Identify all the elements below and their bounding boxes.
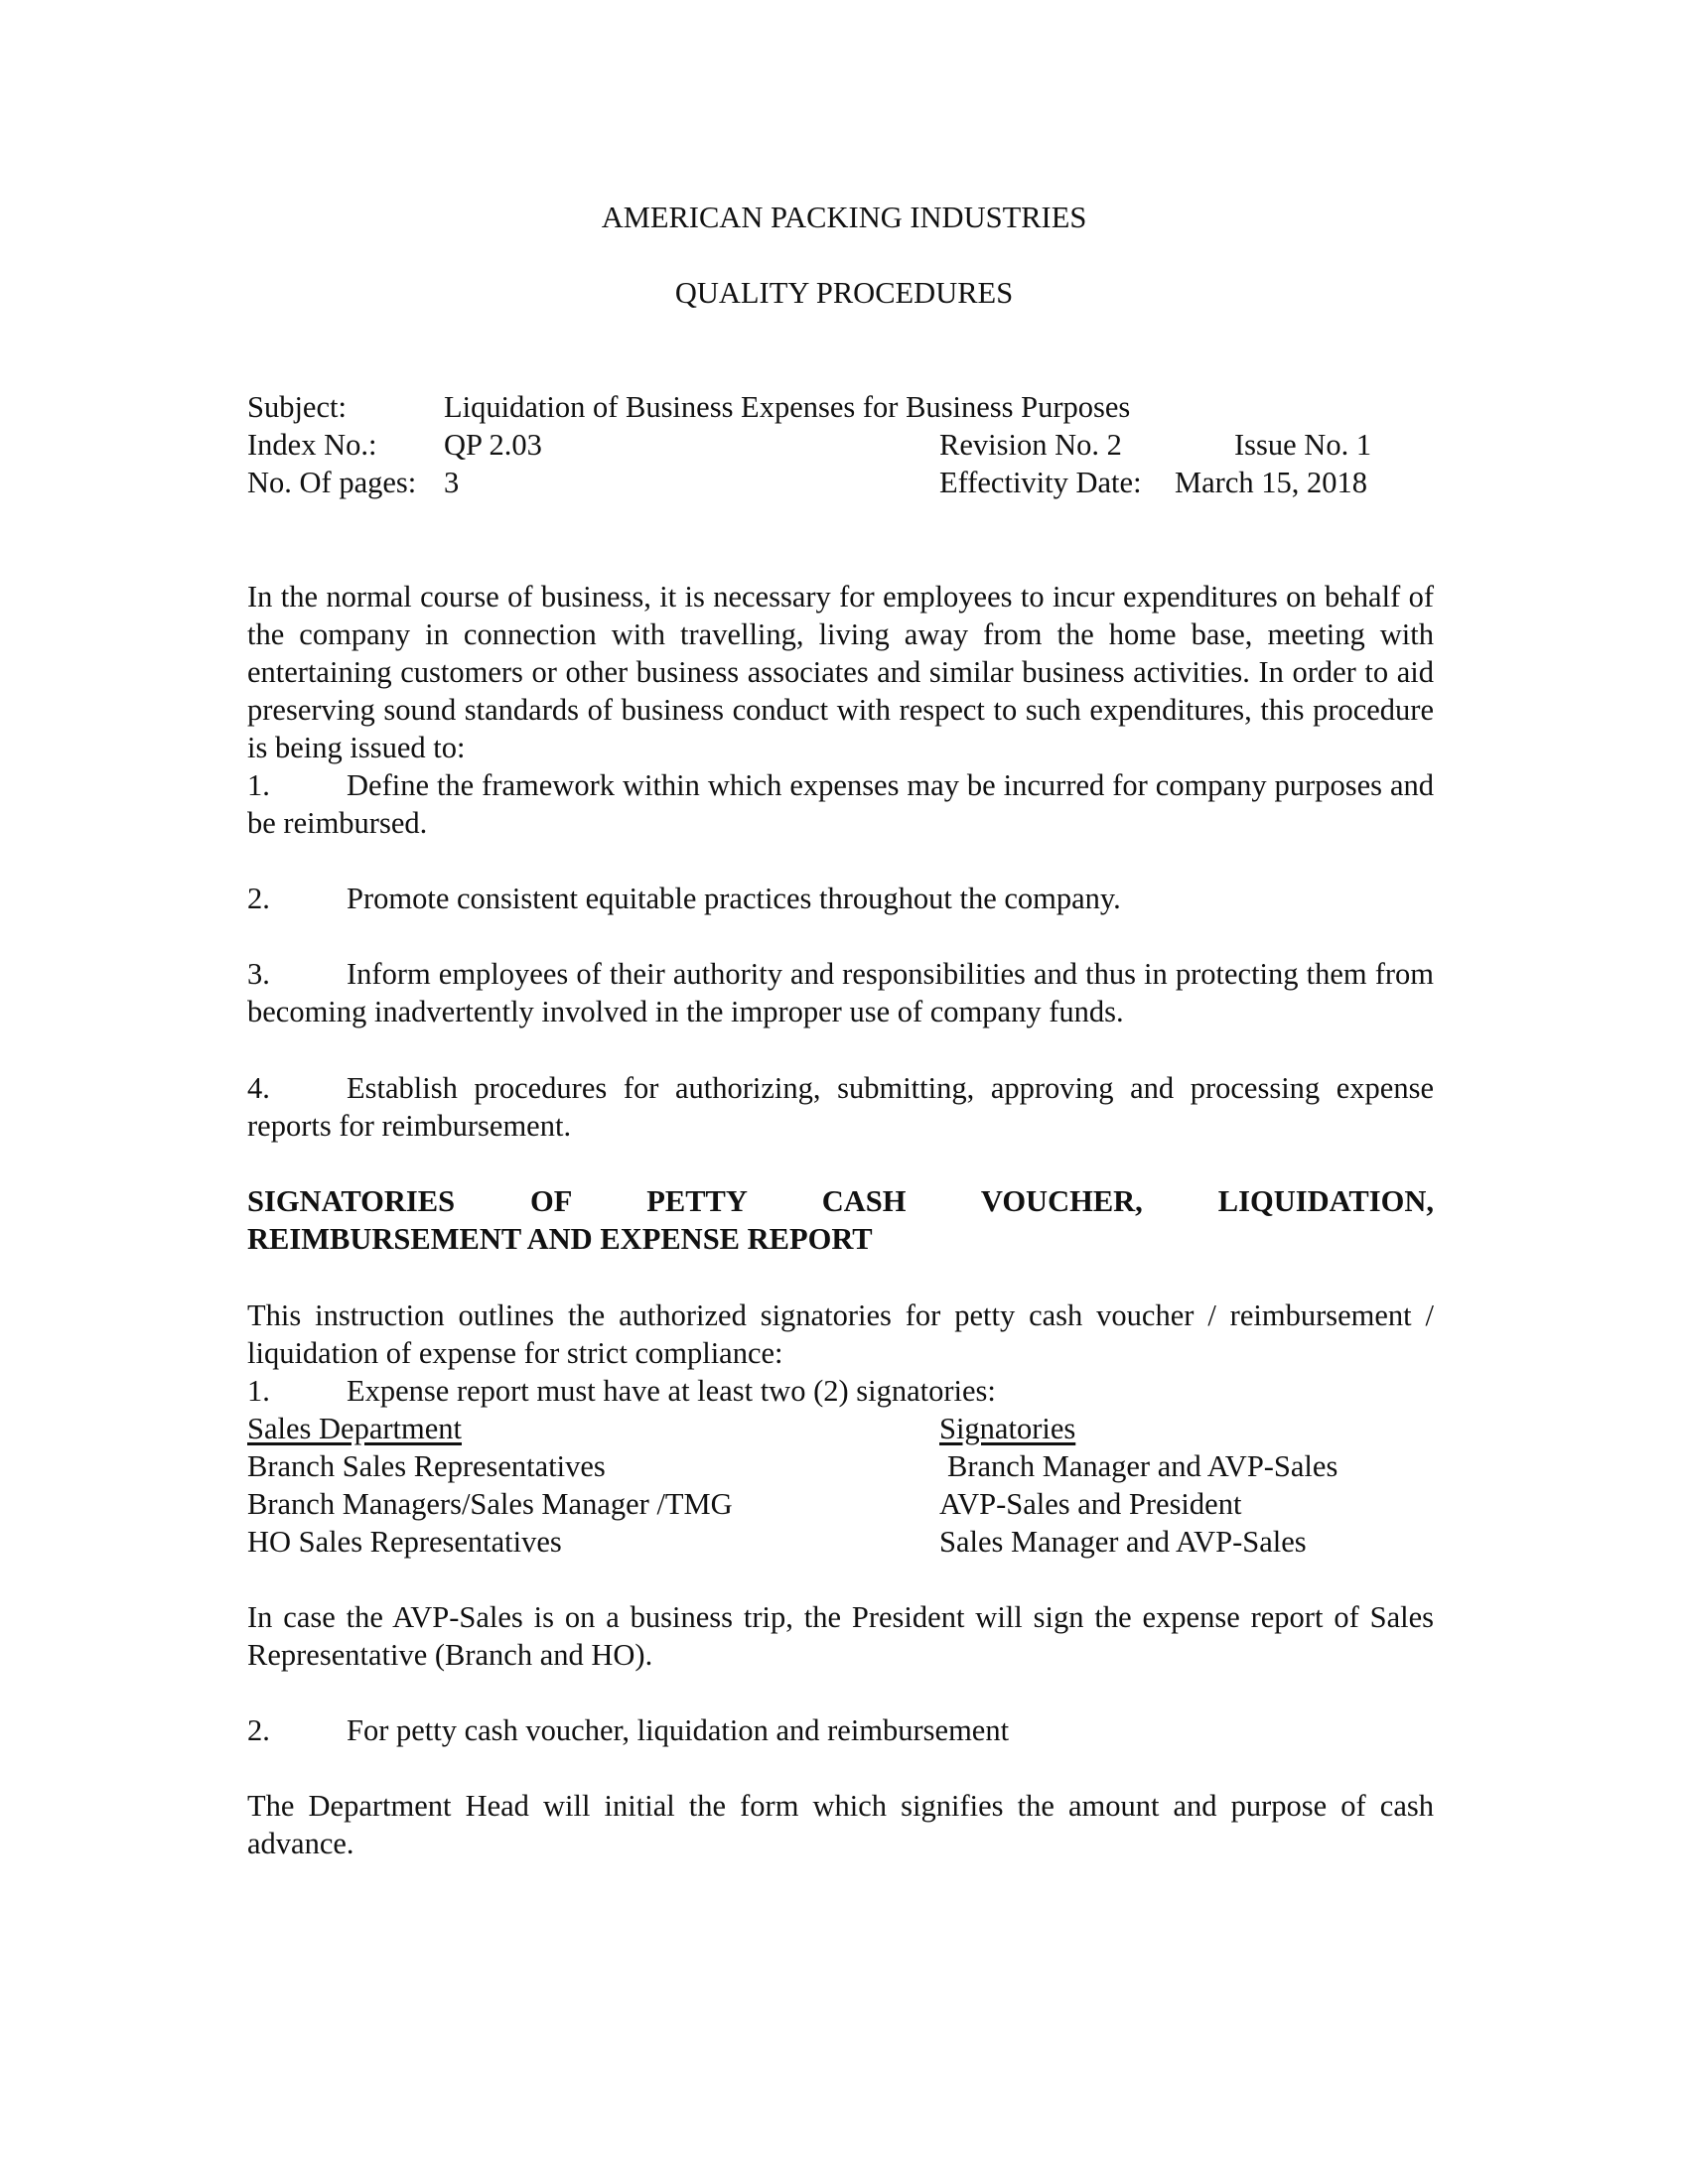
section-heading bbox=[247, 1182, 1434, 1258]
list-item bbox=[247, 1069, 1434, 1145]
revision-number: Revision No. 2 bbox=[939, 428, 1122, 462]
table-header-signatories: Signatories bbox=[939, 1412, 1076, 1445]
pages-value: 3 bbox=[444, 466, 460, 499]
intro-paragraph: In the normal course of business, it is necessary for employees to incur expenditures on behalf of the company in connection with travelling, living away from the home base, meeting with entertaining customers or other business associates and similar business activities. In order to aid preserving sound standards of business conduct with respect to such expenditures, this procedure is being issued to: bbox=[247, 580, 1434, 764]
list-item-number: 2. bbox=[247, 882, 270, 915]
subject-value: Liquidation of Business Expenses for Business Purposes bbox=[444, 390, 1131, 424]
list-item-number: 1. bbox=[247, 768, 270, 802]
index-label: Index No.: bbox=[247, 428, 377, 462]
list-item-text: Establish procedures for authorizing, submitting, approving and processing expense reports for reimbursement. bbox=[247, 1071, 1434, 1143]
index-value: QP 2.03 bbox=[444, 428, 542, 462]
table-cell-signatories: Sales Manager and AVP-Sales bbox=[939, 1525, 1307, 1559]
section-intro: This instruction outlines the authorized signatories for petty cash voucher / reimbursement / liquidation of expense for strict compliance: bbox=[247, 1298, 1434, 1370]
table-cell-signatories: Branch Manager and AVP-Sales bbox=[947, 1449, 1338, 1483]
effectivity-label: Effectivity Date: bbox=[939, 466, 1142, 499]
issue-number: Issue No. 1 bbox=[1234, 428, 1372, 462]
table-header-department: Sales Department bbox=[247, 1412, 462, 1445]
list-item-text: Promote consistent equitable practices throughout the company. bbox=[347, 882, 1121, 915]
section-heading-line2: REIMBURSEMENT AND EXPENSE REPORT bbox=[247, 1222, 873, 1256]
subject-label: Subject: bbox=[247, 390, 347, 424]
list-item bbox=[247, 880, 1434, 917]
section-item-text: Expense report must have at least two (2) signatories: bbox=[347, 1374, 996, 1408]
note-paragraph: In case the AVP-Sales is on a business trip, the President will sign the expense report of Sales Representative (Branch and HO). bbox=[247, 1600, 1434, 1672]
company-name: AMERICAN PACKING INDUSTRIES bbox=[601, 201, 1087, 234]
closing-paragraph: The Department Head will initial the form which signifies the amount and purpose of cash advance. bbox=[247, 1789, 1434, 1860]
list-item-text: Inform employees of their authority and responsibilities and thus in protecting them from becoming inadvertently involved in the improper use of company funds. bbox=[247, 957, 1434, 1028]
table-cell-department: HO Sales Representatives bbox=[247, 1525, 562, 1559]
effectivity-value: March 15, 2018 bbox=[1175, 466, 1367, 499]
section-item-number: 1. bbox=[247, 1374, 270, 1408]
document-title: QUALITY PROCEDURES bbox=[674, 276, 1014, 310]
list-item bbox=[247, 955, 1434, 1030]
list-item-number: 3. bbox=[247, 957, 270, 991]
section-item-text: For petty cash voucher, liquidation and reimbursement bbox=[347, 1713, 1010, 1747]
pages-label: No. Of pages: bbox=[247, 466, 417, 499]
section-item-number: 2. bbox=[247, 1713, 270, 1747]
list-item-text: Define the framework within which expenses may be incurred for company purposes and be reimbursed. bbox=[247, 768, 1434, 840]
table-cell-department: Branch Sales Representatives bbox=[247, 1449, 606, 1483]
list-item bbox=[247, 766, 1434, 842]
table-cell-department: Branch Managers/Sales Manager /TMG bbox=[247, 1487, 733, 1521]
table-cell-signatories: AVP-Sales and President bbox=[939, 1487, 1242, 1521]
list-item-number: 4. bbox=[247, 1071, 270, 1105]
section-heading-line1: SIGNATORIES OF PETTY CASH VOUCHER, LIQUIDATION, bbox=[247, 1184, 1434, 1218]
